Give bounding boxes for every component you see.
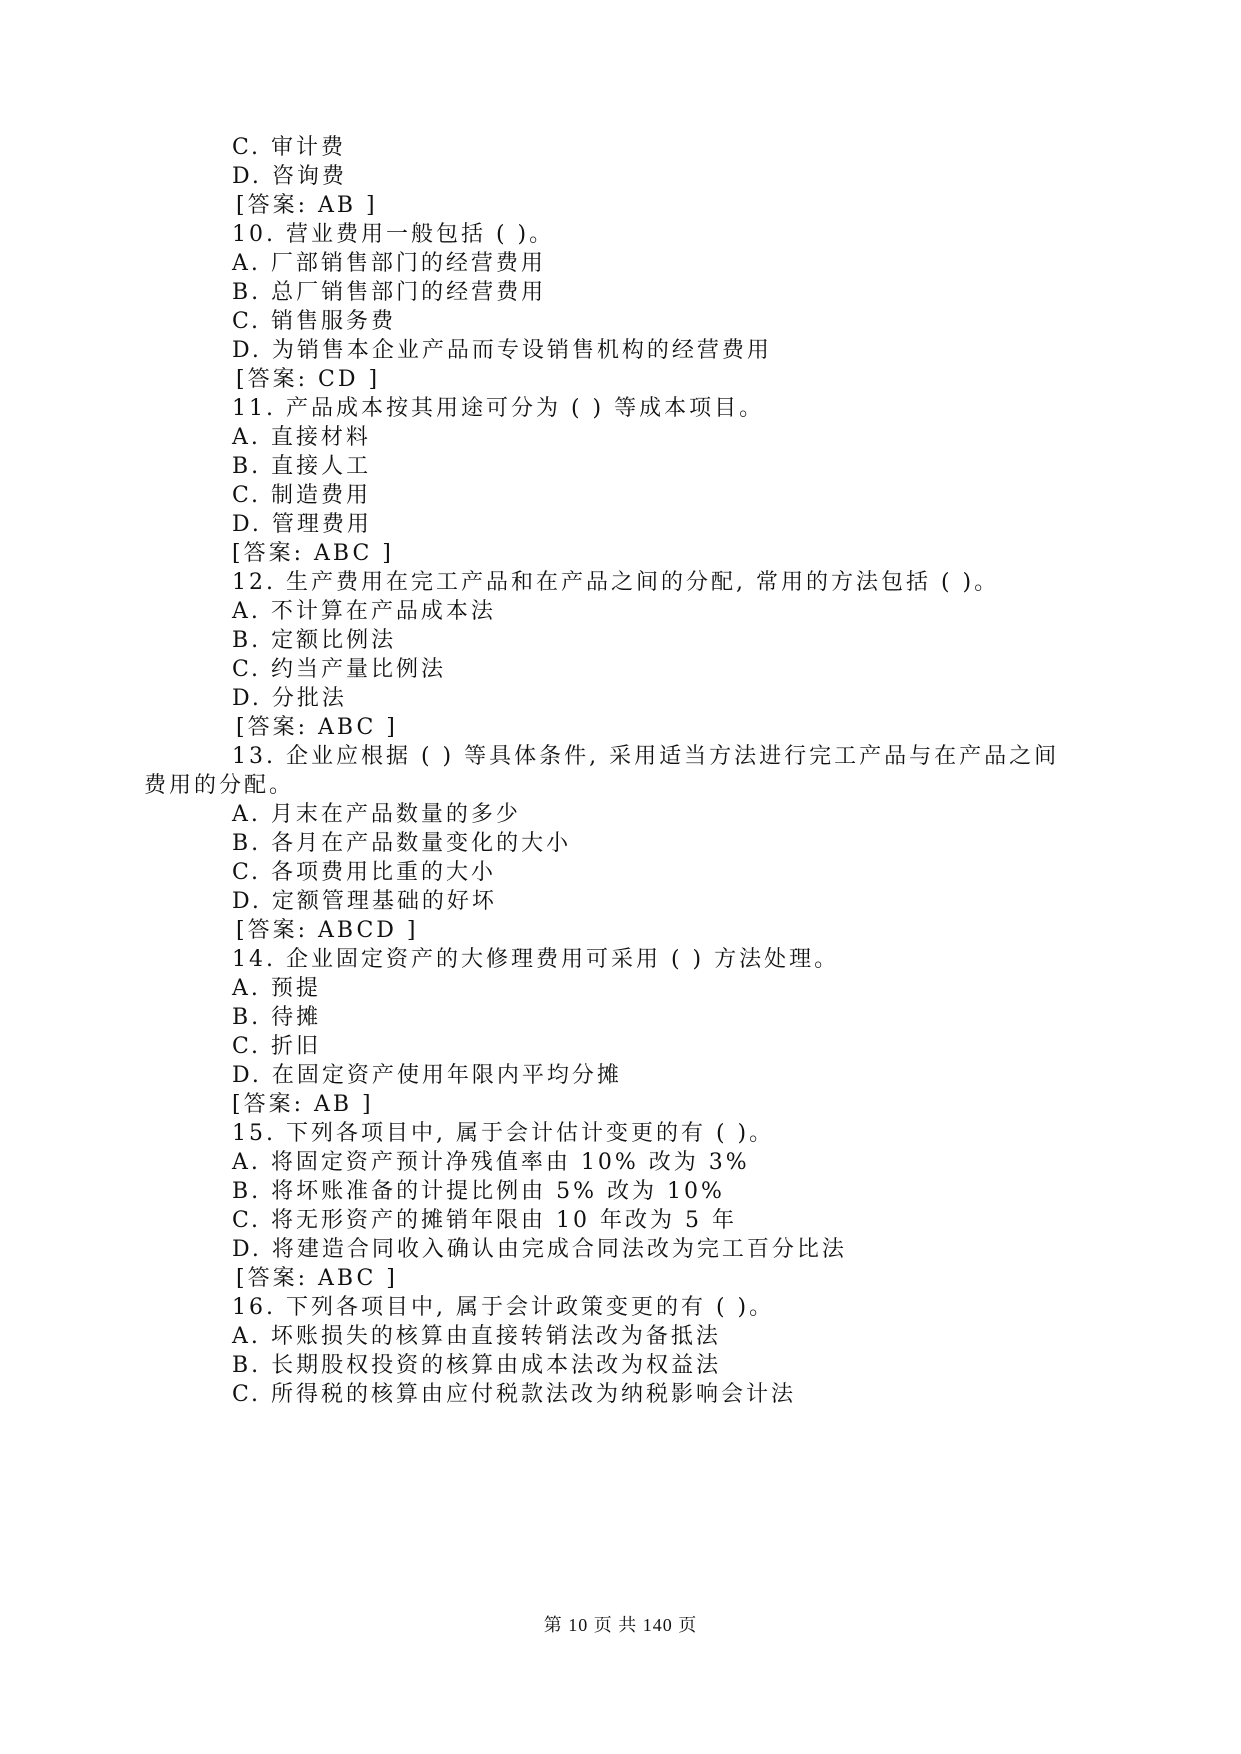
text-line: D. 管理费用 <box>232 512 372 537</box>
question-line: 16. 下列各项目中, 属于会计政策变更的有 ( )。 <box>232 1295 775 1320</box>
text-line: B. 待摊 <box>232 1005 322 1030</box>
text-line: C. 销售服务费 <box>232 309 397 334</box>
text-line: C. 审计费 <box>232 135 347 160</box>
question-line: 15. 下列各项目中, 属于会计估计变更的有 ( )。 <box>232 1121 775 1146</box>
text-line: C. 将无形资产的摊销年限由 10 年改为 5 年 <box>232 1208 738 1233</box>
answer-line: [答案: AB ] <box>232 1092 374 1117</box>
text-line: D. 将建造合同收入确认由完成合同法改为完工百分比法 <box>232 1237 847 1262</box>
text-line: B. 长期股权投资的核算由成本法改为权益法 <box>232 1353 722 1378</box>
answer-line: [答案: ABC ] <box>236 1266 398 1291</box>
answer-line: [答案: AB ] <box>236 193 378 218</box>
text-line: D. 分批法 <box>232 686 347 711</box>
text-line: C. 所得税的核算由应付税款法改为纳税影响会计法 <box>232 1382 797 1407</box>
text-line: A. 将固定资产预计净残值率由 10% 改为 3% <box>232 1150 750 1175</box>
question-line: 11. 产品成本按其用途可分为 ( ) 等成本项目。 <box>232 396 765 421</box>
answer-line: [答案: ABC ] <box>236 715 398 740</box>
text-line: C. 约当产量比例法 <box>232 657 447 682</box>
text-line: D. 为销售本企业产品而专设销售机构的经营费用 <box>232 338 772 363</box>
text-line: B. 将坏账准备的计提比例由 5% 改为 10% <box>232 1179 725 1204</box>
text-line: B. 直接人工 <box>232 454 372 479</box>
text-line: A. 不计算在产品成本法 <box>232 599 496 624</box>
text-line: A. 预提 <box>232 976 321 1001</box>
answer-line: [答案: ABC ] <box>232 541 394 566</box>
text-line: D. 咨询费 <box>232 164 347 189</box>
text-line: C. 折旧 <box>232 1034 322 1059</box>
question-line: 12. 生产费用在完工产品和在产品之间的分配, 常用的方法包括 ( )。 <box>232 570 1000 595</box>
text-line: D. 在固定资产使用年限内平均分摊 <box>232 1063 622 1088</box>
answer-line: [答案: CD ] <box>236 367 381 392</box>
text-line: C. 制造费用 <box>232 483 372 508</box>
question-line: 13. 企业应根据 ( ) 等具体条件, 采用适当方法进行完工产品与在产品之间 <box>232 744 1060 769</box>
question-line: 10. 营业费用一般包括 ( )。 <box>232 222 555 247</box>
text-line: B. 总厂销售部门的经营费用 <box>232 280 547 305</box>
text-line: A. 直接材料 <box>232 425 371 450</box>
text-line: B. 各月在产品数量变化的大小 <box>232 831 572 856</box>
text-line: A. 坏账损失的核算由直接转销法改为备抵法 <box>232 1324 721 1349</box>
text-line: D. 定额管理基础的好坏 <box>232 889 497 914</box>
text-line: C. 各项费用比重的大小 <box>232 860 497 885</box>
question-line: 14. 企业固定资产的大修理费用可采用 ( ) 方法处理。 <box>232 947 840 972</box>
answer-line: [答案: ABCD ] <box>236 918 419 943</box>
page-footer: 第 10 页 共 140 页 <box>543 1615 698 1635</box>
text-line: A. 月末在产品数量的多少 <box>232 802 521 827</box>
text-line: B. 定额比例法 <box>232 628 397 653</box>
text-line: A. 厂部销售部门的经营费用 <box>232 251 546 276</box>
question-line-continued: 费用的分配。 <box>144 773 295 798</box>
